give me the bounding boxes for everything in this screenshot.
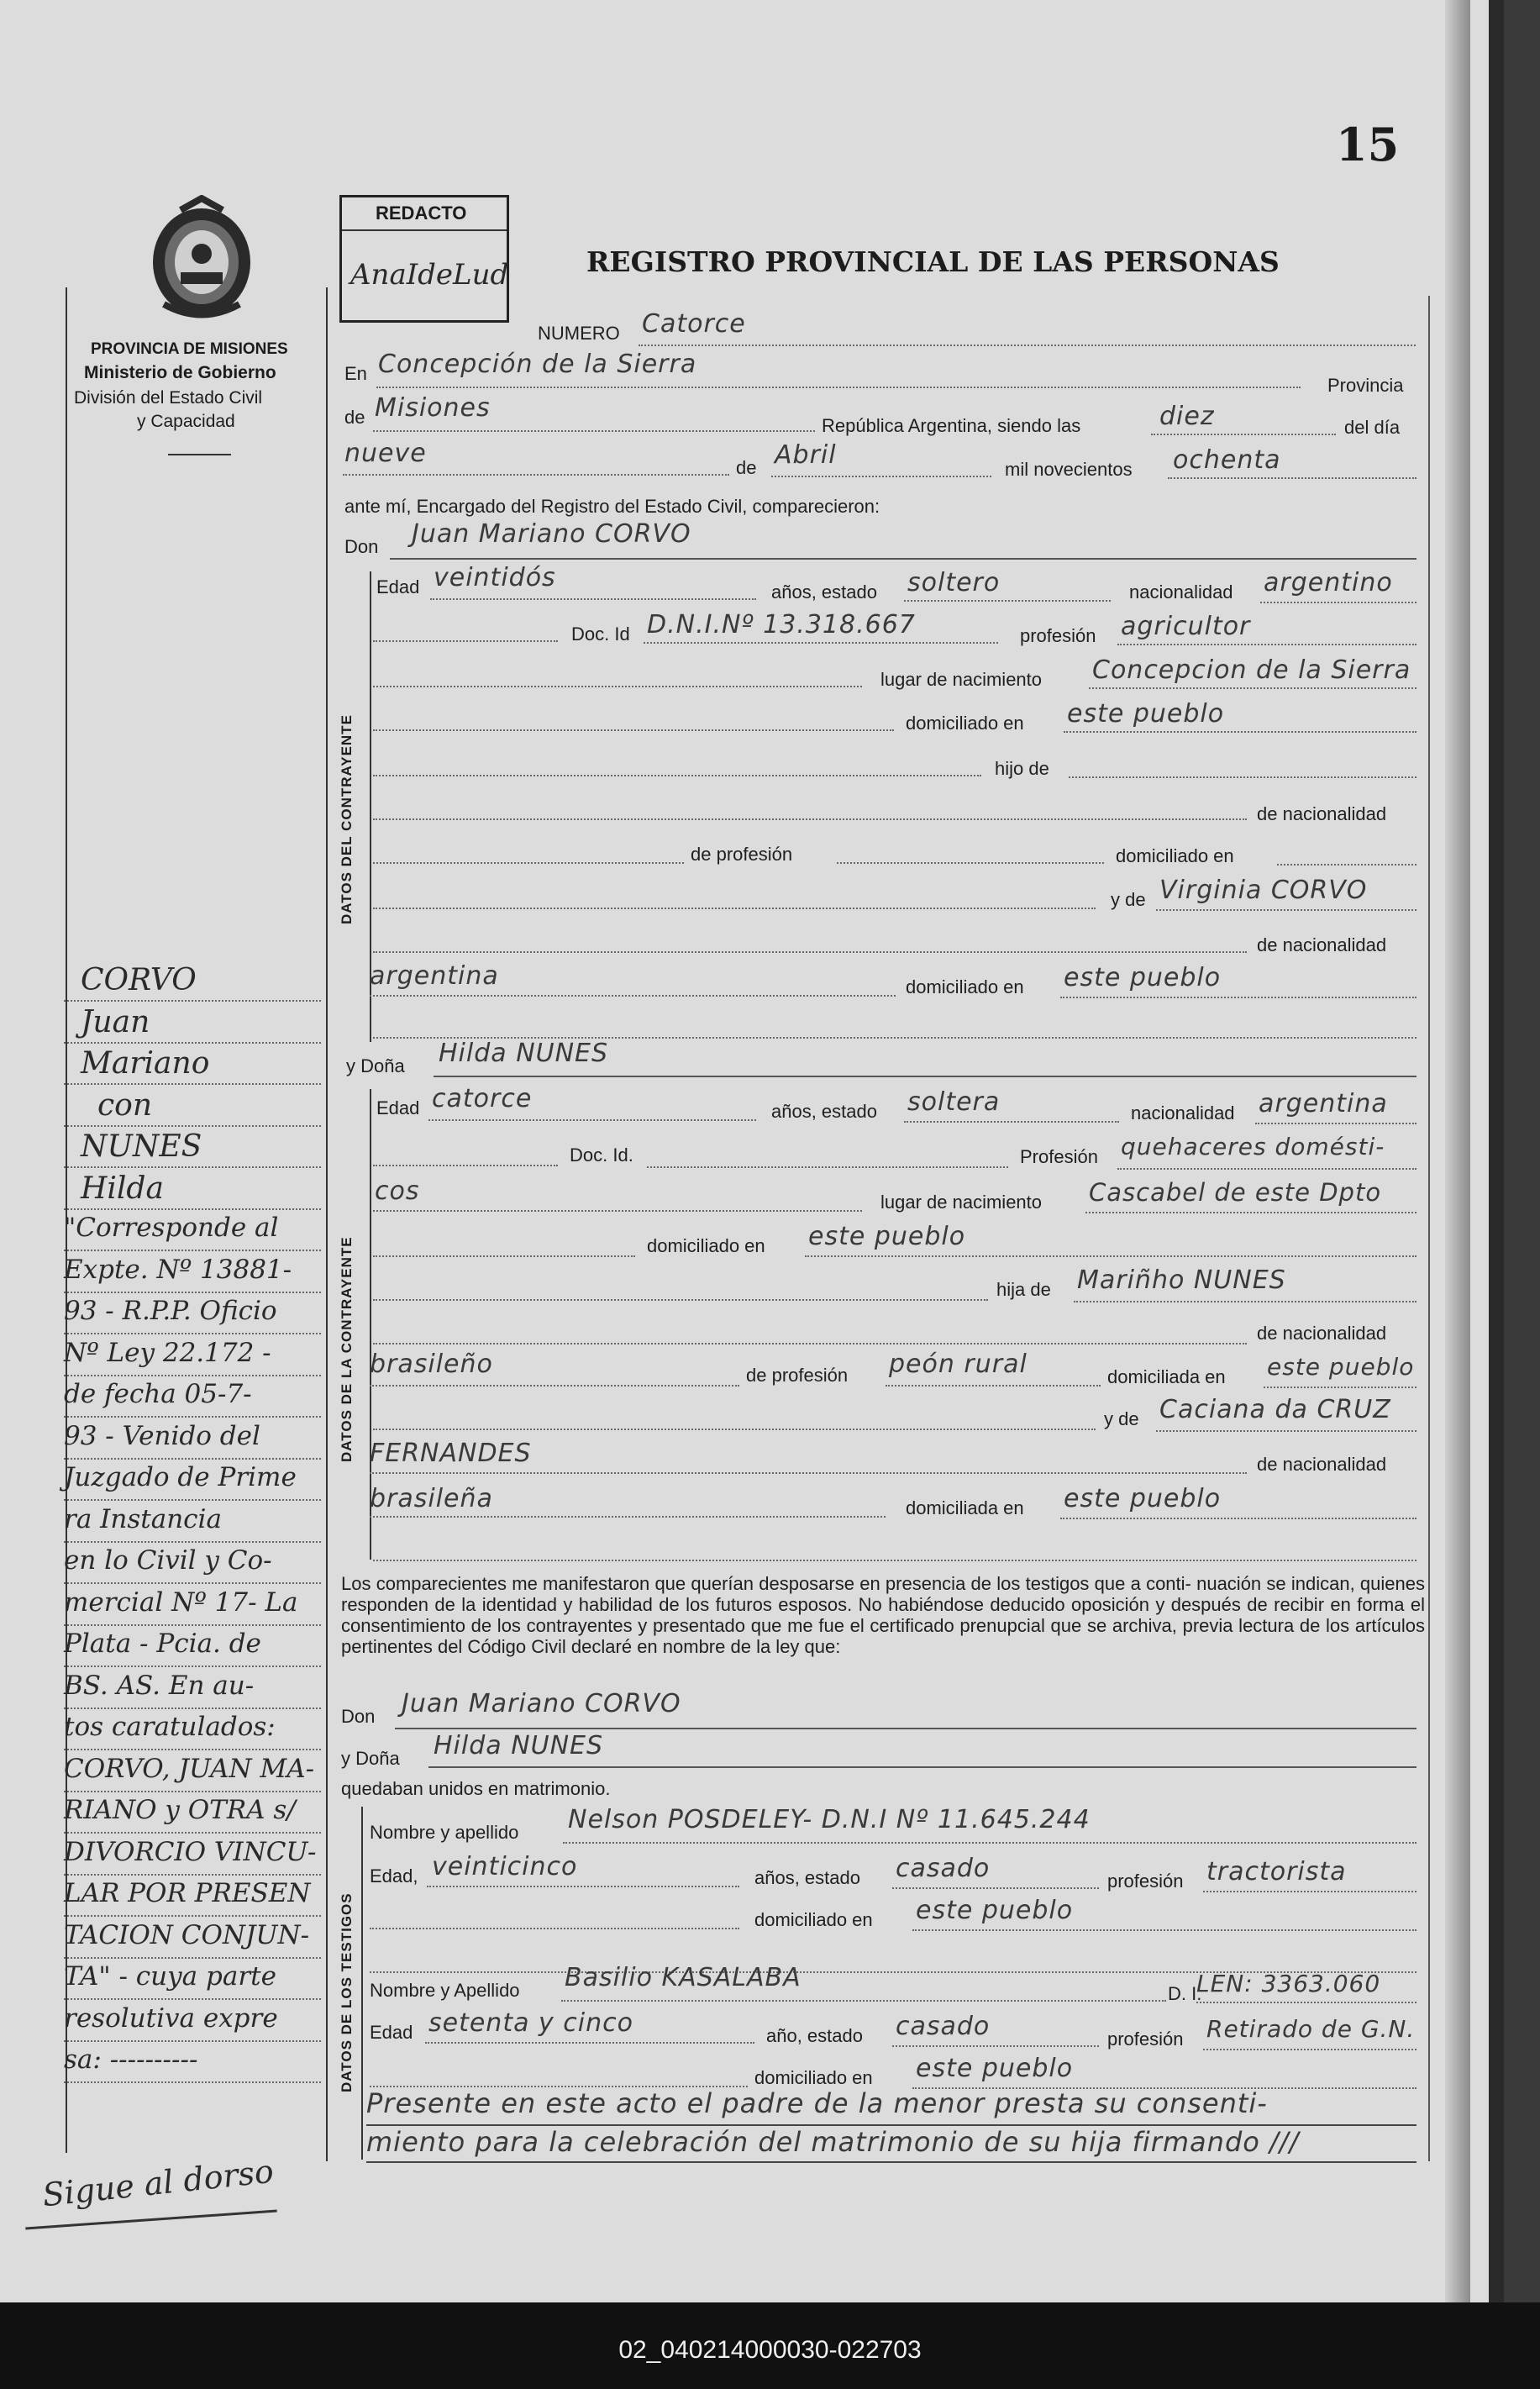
bride-lugar-value: Cascabel de este Dpto (1089, 1178, 1382, 1207)
groom-madre-nac-label: de nacionalidad (1257, 934, 1387, 955)
coat-of-arms-icon (147, 195, 256, 321)
groom-edad-value: veintidós (434, 563, 556, 592)
w2-dom-value: este pueblo (916, 2054, 1074, 2083)
bride-nac-label: nacionalidad (1131, 1102, 1235, 1123)
margin-note-line: NUNES (81, 1129, 202, 1164)
en-label: En (344, 363, 367, 384)
division-label: División del Estado Civil (74, 388, 263, 408)
registry-title: REGISTRO PROVINCIAL DE LAS PERSONAS (586, 245, 1280, 278)
bride-estado-label: años, estado (771, 1101, 877, 1122)
bride-prof-value-2: cos (375, 1176, 420, 1206)
margin-note-line: "Corresponde al (64, 1213, 279, 1243)
decl-don-label: Don (341, 1706, 376, 1727)
margin-note-line: TACION CONJUN- (64, 1919, 310, 1950)
groom-estado-value: soltero (907, 568, 1001, 597)
bride-madre-nac-value: brasileña (370, 1484, 493, 1513)
groom-madre-dom-label: domiciliado en (906, 976, 1024, 997)
margin-note-line: tos caratulados: (64, 1712, 276, 1742)
right-margin-line (1428, 296, 1430, 2161)
ante-label: ante mí, Encargado del Registro del Estado Civil, comparecieron: (344, 496, 880, 517)
groom-edad-label: Edad (376, 576, 420, 597)
margin-note-line: Nº Ley 22.172 - (64, 1337, 271, 1368)
footer-caption-bar (0, 2302, 1540, 2389)
declaration-paragraph: Los comparecientes me manifestaron que querían desposarse en presencia de los testigos que a conti- nuación se indican, quienes responden de la identidad y habilidad de los futuros esposos. No habiéndose deducido oposición y después de recibir en forma el consentimiento de los contrayentes y presentado que me fue el certificado prenupcial que se archiva, previa lectura de los artículos pertinentes del Código Civil declaré en nombre de la ley que: (341, 1573, 1425, 1657)
bride-doc-label: Doc. Id. (570, 1145, 633, 1166)
column-divider-line (326, 287, 328, 2161)
hora-value: diez (1159, 402, 1215, 431)
bride-estado-value: soltera (907, 1087, 1001, 1117)
provincia-label: Provincia (1327, 375, 1404, 396)
margin-note-line: en lo Civil y Co- (64, 1545, 272, 1576)
margin-note-line: Expte. Nº 13881- (64, 1254, 292, 1285)
dona-label: y Doña (346, 1055, 405, 1076)
groom-madre-nac-value: argentina (370, 961, 499, 991)
en-value: Concepción de la Sierra (378, 350, 697, 379)
groom-dom-value: este pueblo (1067, 699, 1225, 729)
bride-edad-label: Edad (376, 1097, 420, 1118)
redacto-label: REDACTO (376, 203, 467, 224)
groom-dom-label: domiciliado en (906, 713, 1024, 734)
groom-prof-value: agricultor (1121, 612, 1251, 641)
del-dia-label: del día (1344, 417, 1401, 438)
w2-edad-value: setenta y cinco (428, 2008, 633, 2038)
quedaban-label: quedaban unidos en matrimonio. (341, 1778, 611, 1799)
groom-madre-value: Virginia CORVO (1159, 876, 1368, 905)
de-value: Misiones (375, 393, 491, 423)
groom-prof-label: profesión (1020, 625, 1096, 646)
groom-lugar-label: lugar de nacimiento (880, 669, 1043, 690)
groom-padre-nac-label: de nacionalidad (1257, 803, 1387, 824)
dia-value: nueve (344, 439, 427, 468)
margin-note-line: Plata - Pcia. de (64, 1629, 261, 1659)
groom-padre-dom-label: domiciliado en (1116, 845, 1234, 866)
numero-value: Catorce (642, 309, 746, 339)
margin-note-line: TA" - cuya parte (64, 1961, 276, 1992)
w2-estado-value: casado (896, 2012, 991, 2041)
bride-padre-prof-value: peón rural (889, 1350, 1028, 1379)
margin-note-line: Mariano (81, 1046, 210, 1081)
sigue-al-dorso: Sigue al dorso (40, 2152, 276, 2214)
groom-lugar-value: Concepcion de la Sierra (1092, 655, 1411, 685)
bride-yde-label: y de (1104, 1408, 1139, 1429)
margin-note-line: 93 - Venido del (64, 1420, 260, 1451)
don-value: Juan Mariano CORVO (412, 519, 691, 549)
redacto-signature: AnaIdeLud (350, 258, 509, 292)
margin-note-line: ra Instancia (64, 1503, 222, 1534)
margin-note-line: sa: ---------- (64, 2044, 198, 2075)
margin-note-line: Juan (81, 1004, 150, 1039)
bride-madre-value-1: Caciana da CRUZ (1159, 1395, 1391, 1424)
w2-prof-label: profesión (1107, 2029, 1184, 2050)
footer-code: 02_040214000030-022703 (618, 2336, 922, 2364)
bride-nac-value: argentina (1259, 1089, 1388, 1118)
bride-hija-label: hija de (996, 1279, 1051, 1300)
bride-lugar-label: lugar de nacimiento (880, 1192, 1043, 1213)
bride-madre-dom-value: este pueblo (1064, 1484, 1222, 1513)
margin-note-line: DIVORCIO VINCU- (64, 1836, 317, 1867)
mes-value: Abril (775, 440, 837, 470)
margin-note-line: BS. AS. En au- (64, 1670, 255, 1701)
de-label: de (344, 407, 365, 428)
bride-prof-value-1: quehaceres domésti- (1121, 1133, 1385, 1160)
margin-note-line: CORVO, JUAN MA- (64, 1753, 315, 1784)
bride-padre-nac-value: brasileño (370, 1350, 493, 1379)
bride-madre-value-2: FERNANDES (370, 1439, 532, 1468)
anio-value: ochenta (1173, 445, 1281, 475)
province-label: PROVINCIA DE MISIONES (91, 340, 288, 358)
groom-nac-value: argentino (1264, 568, 1393, 597)
bride-dom-label: domiciliado en (647, 1235, 765, 1256)
header-divider (168, 454, 231, 455)
w2-nombre-label: Nombre y Apellido (370, 1980, 520, 2001)
margin-note-line: LAR POR PRESEN (64, 1878, 311, 1908)
w2-di-label: D. I. (1168, 1983, 1202, 2004)
decl-dona-value: Hilda NUNES (434, 1731, 604, 1760)
margin-note-line: Hilda (81, 1171, 164, 1206)
datos-contrayente-label: DATOS DEL CONTRAYENTE (339, 714, 355, 924)
w2-dom-label: domiciliado en (754, 2067, 873, 2088)
datos-testigos-label: DATOS DE LOS TESTIGOS (339, 1892, 355, 2092)
w2-edad-label: Edad (370, 2022, 413, 2043)
margin-note-line: de fecha 05-7- (64, 1379, 252, 1409)
w2-prof-value: Retirado de G.N. (1206, 2015, 1416, 2043)
don-label: Don (344, 536, 379, 557)
groom-padre-prof-label: de profesión (691, 844, 793, 865)
decl-dona-label: y Doña (341, 1748, 400, 1769)
decl-don-value: Juan Mariano CORVO (402, 1689, 681, 1718)
w1-nombre-label: Nombre y apellido (370, 1822, 519, 1843)
numero-label: NUMERO (538, 323, 620, 344)
w1-dom-value: este pueblo (916, 1896, 1074, 1925)
w1-edad-label: Edad, (370, 1865, 418, 1886)
w2-nombre-value: Basilio KASALABA (565, 1963, 802, 1992)
bride-madre-nac-label: de nacionalidad (1257, 1454, 1387, 1475)
note-line-2: miento para la celebración del matrimonio de su hija firmando /// (366, 2126, 1300, 2158)
w1-dom-label: domiciliado en (754, 1909, 873, 1930)
w1-estado-label: años, estado (754, 1867, 860, 1888)
groom-doc-label: Doc. Id (571, 624, 630, 645)
w2-estado-label: año, estado (766, 2025, 863, 2046)
margin-note-line: 93 - R.P.P. Oficio (64, 1296, 277, 1326)
datos-la-contrayente-label: DATOS DE LA CONTRAYENTE (339, 1236, 355, 1462)
republica-label: República Argentina, siendo las (822, 415, 1081, 436)
margin-note-line: mercial Nº 17- La (64, 1587, 298, 1618)
margin-note-line: Juzgado de Prime (64, 1462, 297, 1492)
groom-nac-label: nacionalidad (1129, 581, 1233, 603)
w1-prof-value: tractorista (1206, 1857, 1347, 1886)
w1-estado-value: casado (896, 1854, 991, 1883)
w1-edad-value: veinticinco (432, 1852, 578, 1881)
dona-value: Hilda NUNES (439, 1039, 609, 1068)
mil-label: mil novecientos (1005, 459, 1133, 480)
margin-note-line: con (97, 1087, 153, 1123)
groom-madre-dom-value: este pueblo (1064, 963, 1222, 992)
bride-madre-dom-label: domiciliada en (906, 1497, 1024, 1518)
groom-yde-label: y de (1111, 889, 1146, 910)
ministry-label: Ministerio de Gobierno (84, 363, 276, 382)
margin-note-line: CORVO (81, 963, 197, 997)
margin-note-line: RIANO y OTRA s/ (64, 1795, 296, 1825)
w1-nombre-value: Nelson POSDELEY- D.N.I Nº 11.645.244 (568, 1805, 1091, 1834)
bride-prof-label: Profesión (1020, 1146, 1098, 1167)
bride-padre-prof-label: de profesión (746, 1365, 849, 1386)
bride-dom-value: este pueblo (808, 1222, 966, 1251)
margin-note-line: resolutiva expre (64, 2002, 278, 2034)
bride-padre-dom-value: este pueblo (1267, 1353, 1415, 1381)
bride-padre-nac-label: de nacionalidad (1257, 1323, 1387, 1344)
bride-padre-dom-label: domiciliada en (1107, 1366, 1226, 1387)
note-line-1: Presente en este acto el padre de la menor presta su consenti- (366, 2087, 1268, 2119)
w1-prof-label: profesión (1107, 1871, 1184, 1892)
bride-edad-value: catorce (432, 1084, 533, 1113)
bride-padre-value: Mariñho NUNES (1077, 1266, 1286, 1295)
capacidad-label: y Capacidad (137, 412, 235, 431)
page-edge (1445, 0, 1470, 2302)
redacto-box (339, 195, 509, 323)
groom-hijo-label: hijo de (995, 758, 1049, 779)
de2-label: de (736, 457, 757, 478)
w2-di-value: LEN: 3363.060 (1196, 1970, 1381, 1997)
groom-estado-label: años, estado (771, 581, 877, 603)
groom-doc-value: D.N.I.Nº 13.318.667 (647, 610, 916, 639)
page-number: 15 (1336, 118, 1400, 171)
